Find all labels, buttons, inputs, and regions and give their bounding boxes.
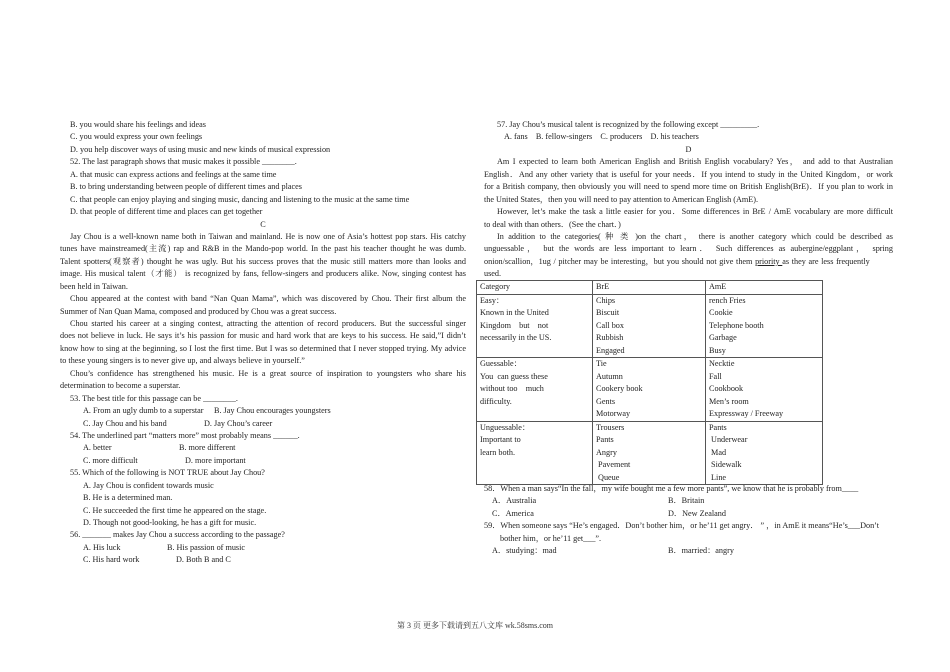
q56-stem: 56. _______ makes Jay Chou a success according to the passage?: [70, 530, 285, 540]
q54-option-a: A. better: [83, 443, 112, 453]
q58-stem: 58．When a man says“In the fall，my wife bought me a few more pants”, we know that he is probably from____: [484, 484, 859, 493]
passage-line: Chou’s confidence has strengthened his music. He is a great source of inspiration to youngsters who share his: [70, 368, 466, 378]
q54-option-b: B. more different: [179, 443, 236, 453]
passage-line: to these young singers is to never give up, and always believe in yourself.”: [60, 356, 305, 366]
q59-stem-cont: bother him，or he’11 get___”.: [500, 533, 602, 543]
q53-option-c: C. Jay Chou and his band: [83, 418, 167, 428]
q57-options: A. fans B. fellow-singers C. producers D. his teachers: [504, 132, 699, 142]
q56-option-d: D. Both B and C: [176, 555, 231, 565]
header-cell: BrE: [593, 281, 706, 295]
passage-line: Chou started his career at a singing contest, attracting the attention of record producers. But the successful singer: [70, 319, 466, 328]
cell-line: Necktie: [709, 359, 735, 368]
table-header-row: [477, 281, 823, 295]
q59-stem: 59．When someone says “He’s engaged．Don’t bother him，or he’11 get angry． ” ，in AmE it means“He’s___Don’t: [484, 521, 880, 531]
q58-option-d: D．New Zealand: [668, 508, 726, 518]
cell-line: Unguessable：: [480, 422, 531, 432]
q54-stem: 54. The underlined part “matters more” most probably means ______.: [70, 430, 300, 440]
cell-line: Cookie: [709, 308, 733, 317]
q58-option-c: C．America: [492, 508, 534, 518]
q56-option-a: A. His luck: [83, 542, 121, 552]
header-cell: Category: [477, 281, 593, 295]
passage-line: English．And any other variety that is useful for your needs．If you intend to study in the United Kingdom，or work: [484, 169, 893, 179]
cell-line: Biscuit: [596, 308, 620, 317]
q56-option-c: C. His hard work: [83, 555, 140, 565]
text-run: onion/scallion，1ug / pitcher may be interesting，but you should not give them: [484, 256, 756, 266]
q52-option: C. that people can enjoy playing and singing music, dancing and listening to the music at the same time: [70, 194, 410, 204]
cell-line: necessarily in the US.: [480, 333, 552, 342]
section-heading: D: [685, 144, 692, 154]
cell-line: Pants: [709, 422, 727, 432]
cell-line: Pavement: [596, 460, 631, 469]
cell-line: Line: [709, 472, 727, 482]
bre-cell: [593, 358, 706, 422]
table-row: [477, 294, 823, 358]
cell-line: Motorway: [596, 409, 631, 418]
q53-options-row: [60, 418, 466, 430]
q53-stem: 53. The best title for this passage can be ________.: [70, 393, 238, 403]
left-column: [60, 119, 466, 567]
ame-cell: [706, 294, 823, 358]
q55-option: D. Though not good-looking, he has a gift for music.: [83, 518, 257, 527]
cell-line: Chips: [596, 295, 616, 305]
q55-stem: 55. Which of the following is NOT TRUE about Jay Chou?: [70, 468, 265, 478]
cell-line: Angry: [596, 447, 617, 457]
passage-line: does not believe in luck. He says it’s his passion for music and hard work that are keys to his success. He said,”I didn’t: [60, 331, 466, 341]
q52-option: D. that people of different time and places can get together: [70, 207, 263, 217]
q58-option-a: A．Australia: [492, 496, 537, 506]
cell-line: Sidewalk: [709, 460, 742, 469]
cell-line: Garbage: [709, 333, 737, 342]
text-run: as they are less frequently: [782, 256, 870, 266]
cell-line: difficulty.: [480, 396, 512, 406]
q56-option-b: B. His passion of music: [167, 542, 246, 552]
cell-line: Expressway / Freeway: [709, 409, 784, 418]
q58-options-row: [484, 495, 893, 507]
passage-line: tunes have mainstreamed(主流) rap and R&B in the Mando-pop world. In the past his teacher thought he was dumb.: [60, 244, 466, 254]
passage-line: been held in Taiwan.: [60, 281, 128, 291]
cell-line: Cookery book: [596, 384, 643, 393]
cell-line: Engaged: [596, 345, 625, 355]
underlined-word: priority: [755, 256, 783, 266]
passage-line: Jay Chou is a well-known name both in Taiwan and mainland. He is now one of Asia’s hottest pop stars. His catchy: [70, 231, 466, 241]
passage-line: However, let’s make the task a little easier for you．Some differences in BrE / AmE vocabulary are more difficult: [497, 207, 893, 217]
passage-line: Am I expected to learn both American English and British English vocabulary? Yes， and add to that Australian: [497, 157, 893, 167]
q51-option: D. you help discover ways of using music and new kinds of musical expression: [70, 144, 331, 154]
cell-line: rench Fries: [709, 295, 746, 305]
q52-option: A. that music can express actions and feelings at the same time: [70, 169, 277, 179]
q53-options-row: [60, 405, 466, 417]
passage-line: determination to become a superstar.: [60, 381, 181, 391]
q55-option: B. He is a determined man.: [83, 493, 173, 503]
q52-option: B. to bring understanding between people of different times and places: [70, 182, 302, 192]
q51-option: C. you would express your own feelings: [70, 132, 203, 142]
ame-cell: [706, 358, 823, 422]
q57-stem: 57. Jay Chou’s musical talent is recognized by the following except _________.: [497, 120, 760, 129]
passage-line: unguessable， but the words are less important to learn． Such differences as aubergine/eggplant， spring: [484, 244, 893, 254]
q56-options-row: [60, 542, 466, 554]
cell-line: Known in the United: [480, 308, 549, 317]
q59-options-row: [484, 545, 893, 557]
passage-line: to deal with than others．(See the chart．): [484, 219, 621, 229]
table-row: [477, 421, 823, 485]
q54-options-row: [60, 442, 466, 454]
cell-line: Fall: [709, 371, 722, 381]
q53-option-a: A. From an ugly dumb to a superstar: [83, 406, 204, 416]
q51-option: B. you would share his feelings and ideas: [70, 120, 206, 129]
cell-line: Trousers: [596, 422, 625, 432]
table-row: [477, 358, 823, 422]
category-cell: [477, 294, 593, 358]
q52-stem: 52. The last paragraph shows that music makes it possible ________.: [70, 157, 297, 167]
cell-line: Important to: [480, 435, 521, 444]
header-cell: AmE: [706, 281, 823, 295]
cell-line: Tie: [596, 359, 607, 368]
cell-line: Easy：: [480, 295, 505, 305]
cell-line: Rubbish: [596, 333, 624, 342]
q59-option-a: A．studying：mad: [492, 546, 557, 556]
q54-option-c: C. more difficult: [83, 455, 138, 465]
q58-options-row: [484, 508, 893, 520]
passage-line: [484, 256, 893, 268]
cell-line: Guessable：: [480, 359, 522, 368]
passage-line: know how to sing at the beginning, so I lost the first time. But I was so determined that I never stopped trying. My advice: [60, 343, 466, 353]
cell-line: Busy: [709, 345, 726, 355]
cell-line: Queue: [596, 472, 620, 482]
section-heading: C: [260, 219, 266, 229]
page-footer: 第 3 页 更多下载请到五八文库 wk.58sms.com: [397, 621, 553, 630]
category-cell: [477, 421, 593, 485]
passage-line: for a British company, then obviously you will need to spend more time on British English(BrE)．If you plan to work in: [484, 182, 893, 192]
passage-line: Chou appeared at the contest with band “Nan Quan Mama”, which was discovered by Chou. Their first album the: [70, 294, 466, 304]
q55-option: A. Jay Chou is confident towards music: [83, 480, 214, 490]
cell-line: Gents: [596, 396, 616, 406]
q53-option-d: D. Jay Chou’s career: [204, 418, 273, 428]
passage-line: In addition to the categories( 种 类 )on the chart， there is another category which could be described as: [497, 231, 893, 241]
cell-line: Pants: [596, 435, 614, 444]
cell-line: You can guess these: [480, 371, 548, 381]
bre-cell: [593, 421, 706, 485]
q56-options-row: [60, 554, 466, 566]
cell-line: Mad: [709, 447, 727, 457]
passage-line: Talent spotters(观察者) thought he was ugly. But his success proves that the music still matters more than looks and: [60, 256, 466, 266]
q54-option-d: D. more important: [185, 455, 246, 465]
q53-option-b: B. Jay Chou encourages youngsters: [214, 406, 331, 416]
passage-line: image. His musical talent（才能） is recognized by fans, fellow-singers and producers alike. Now, singing contest has: [60, 269, 466, 279]
bre-cell: [593, 294, 706, 358]
vocabulary-table: [476, 280, 823, 485]
ame-cell: [706, 421, 823, 485]
cell-line: Kingdom but not: [480, 320, 549, 330]
passage-line: the United States，then you will need to pay attention to American English (AmE).: [484, 194, 758, 204]
cell-line: learn both.: [480, 447, 516, 457]
q59-option-b: B．married：angry: [668, 546, 734, 556]
q58-option-b: B．Britain: [668, 496, 705, 506]
cell-line: Underwear: [709, 435, 748, 444]
right-column: [484, 119, 893, 281]
cell-line: without too much: [480, 384, 544, 393]
cell-line: Autumn: [596, 371, 623, 381]
cell-line: Call box: [596, 320, 624, 330]
passage-line: Summer of Nan Quan Mama, composed and produced by Chou was a great success.: [60, 306, 337, 316]
category-cell: [477, 358, 593, 422]
cell-line: Telephone booth: [709, 320, 764, 330]
passage-line: used.: [484, 269, 502, 279]
cell-line: Cookbook: [709, 384, 744, 393]
questions-58-59: [484, 483, 893, 558]
q54-options-row: [60, 455, 466, 467]
q55-option: C. He succeeded the first time he appeared on the stage.: [83, 505, 267, 515]
cell-line: Men’s room: [709, 396, 749, 406]
